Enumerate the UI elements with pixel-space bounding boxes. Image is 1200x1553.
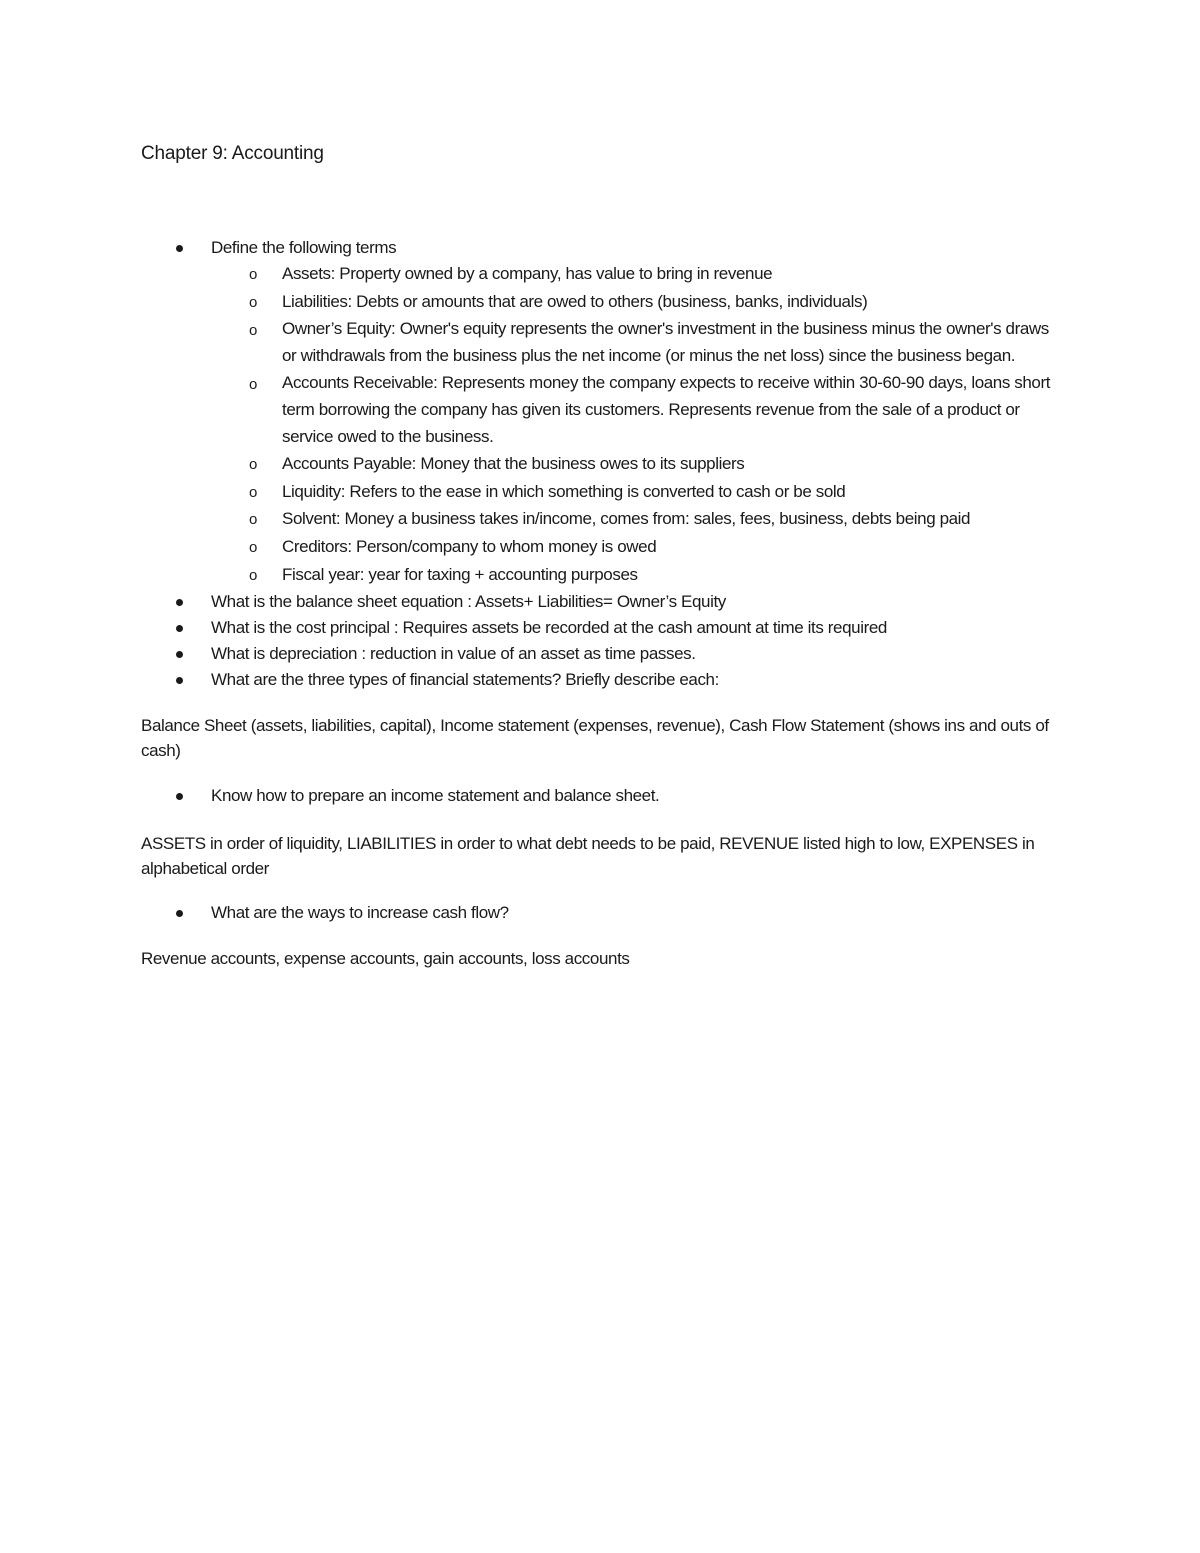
define-prompt: Define the following terms [211,238,397,257]
question-balance-sheet-equation: What is the balance sheet equation : Assets+ Liabilities= Owner’s Equity [211,592,726,611]
sub-bullet-marker: o [249,484,257,501]
bullet-dot [176,677,183,684]
prepare-prompt: Know how to prepare an income statement and balance sheet. [211,786,660,805]
bullet-dot [176,245,183,252]
term-owners-equity: Owner’s Equity: Owner's equity represents the owner's investment in the business minus the owner's draws or withdrawals from the business plus the net income (or minus the net loss) since the business began. [282,319,1049,365]
document-title: Chapter 9: Accounting [141,143,324,164]
question-financial-statements: What are the three types of financial statements? Briefly describe each: [211,670,719,689]
sub-bullet-marker: o [249,567,257,584]
sub-bullet-marker: o [249,294,257,311]
sub-bullet-marker: o [249,266,257,283]
sub-bullet-marker: o [249,511,257,528]
term-accounts-payable: Accounts Payable: Money that the business owes to its suppliers [282,454,745,473]
bullet-dot [176,625,183,632]
question-depreciation: What is depreciation : reduction in value of an asset as time passes. [211,644,696,663]
prepare-answer: ASSETS in order of liquidity, LIABILITIES in order to what debt needs to be paid, REVENUE listed high to low, EXPENSES in alphabetical order [141,834,1035,878]
term-solvent: Solvent: Money a business takes in/income, comes from: sales, fees, business, debts being paid [282,509,971,528]
sub-bullet-marker: o [249,539,257,556]
bullet-dot [176,910,183,917]
term-creditors: Creditors: Person/company to whom money is owed [282,537,657,556]
answer-financial-statements: Balance Sheet (assets, liabilities, capital), Income statement (expenses, revenue), Cash Flow Statement (shows ins and outs of cash) [141,716,1049,760]
cashflow-prompt: What are the ways to increase cash flow? [211,903,509,922]
question-cost-principal: What is the cost principal : Requires assets be recorded at the cash amount at time its required [211,618,887,637]
cashflow-answer: Revenue accounts, expense accounts, gain accounts, loss accounts [141,949,630,968]
term-liquidity: Liquidity: Refers to the ease in which something is converted to cash or be sold [282,482,846,501]
term-assets: Assets: Property owned by a company, has value to bring in revenue [282,264,773,283]
bullet-dot [176,651,183,658]
term-fiscal-year: Fiscal year: year for taxing + accounting purposes [282,565,638,584]
term-accounts-receivable: Accounts Receivable: Represents money the company expects to receive within 30-60-90 days, loans short term borrowing the company has given its customers. Represents revenue from the sale of a product or service owed to the business. [282,373,1051,446]
bullet-dot [176,599,183,606]
bullet-dot [176,793,183,800]
term-liabilities: Liabilities: Debts or amounts that are owed to others (business, banks, individuals) [282,292,868,311]
sub-bullet-marker: o [249,376,257,393]
sub-bullet-marker: o [249,322,257,339]
sub-bullet-marker: o [249,456,257,473]
